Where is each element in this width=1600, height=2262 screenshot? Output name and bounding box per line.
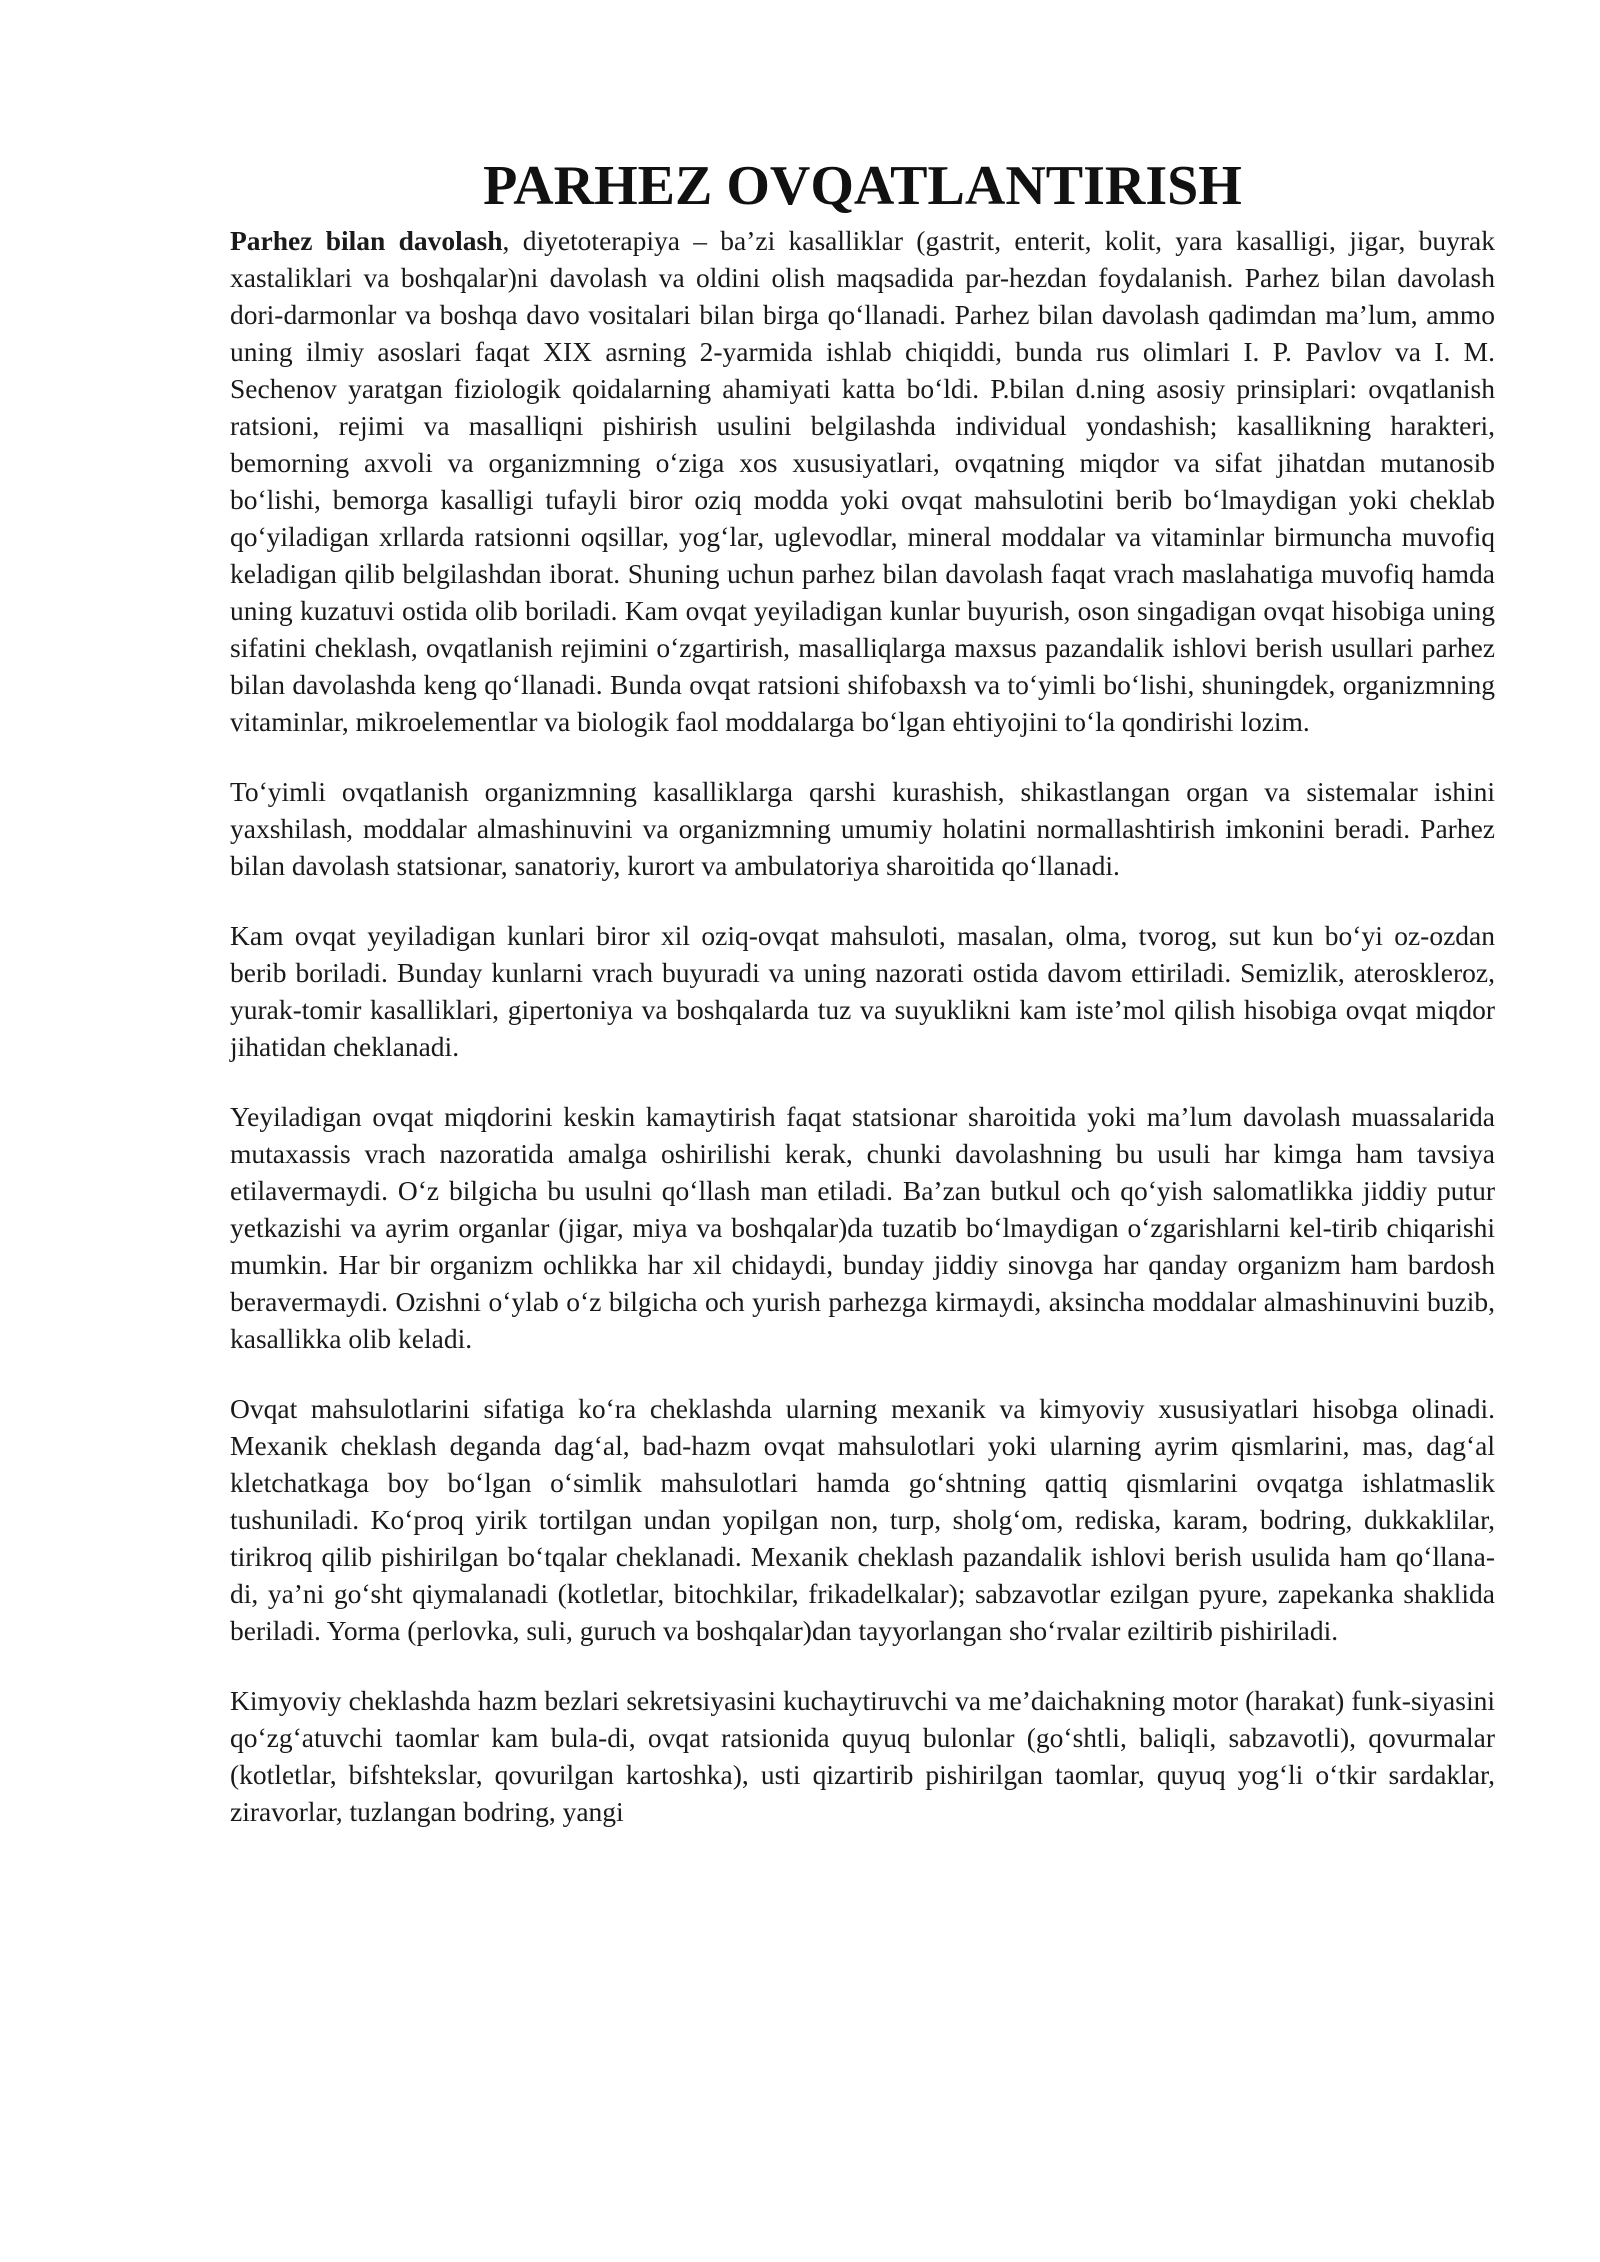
intro-text: , diyetoterapiya – ba’zi kasalliklar (gastrit, enterit, kolit, yara kasalligi, jigar, buyrak xastaliklari va boshqalar)ni davolash va oldini olish maqsadida par-hezdan foydalanish. Parhez bilan davolash dori-darmonlar va boshqa davo vositalari bilan birga qo‘llanadi. Parhez bilan davolash qadimdan ma’lum, ammo uning ilmiy asoslari faqat XIX asrning 2-yarmida ishlab chiqiddi, bunda rus olimlari I. P. Pavlov va I. M. Sechenov yaratgan fiziologik qoidalarning ahamiyati katta bo‘ldi. P.bilan d.ning asosiy prinsiplari: ovqatlanish ratsioni, rejimi va masalliqni pishirish usulini belgilashda individual yondashish; kasallikning harakteri, bemorning axvoli va organizmning o‘ziga xos xususiyatlari, ovqatning miqdor va sifat jihatdan mutanosib bo‘lishi, bemorga kasalligi tufayli biror oziq modda yoki ovqat mahsulotini berib bo‘lmaydigan yoki cheklab qo‘yiladigan xrllarda ratsionni oqsillar, yog‘lar, uglevodlar, mineral moddalar va vitaminlar birmuncha muvofiq keladigan qilib belgilashdan iborat. Shuning uchun parhez bilan davolash faqat vrach maslahatiga muvofiq hamda uning kuzatuvi ostida olib boriladi. Kam ovqat yeyiladigan kunlar buyurish, oson singadigan ovqat hisobiga uning sifatini cheklash, ovqatlanish rejimini o‘zgartirish, masalliqlarga maxsus pazandalik ishlovi berish usullari parhez bilan davolashda keng qo‘llanadi. Bunda ovqat ratsioni shifobaxsh va to‘yimli bo‘lishi, shuningdek, organizmning vitaminlar, mikroelementlar va biologik faol moddalarga bo‘lgan ehtiyojini to‘la qondirishi lozim. bbox=[230, 225, 1495, 737]
lead-term: Parhez bilan davolash bbox=[230, 225, 503, 256]
paragraph-3: Kam ovqat yeyiladigan kunlari biror xil oziq-ovqat mahsuloti, masalan, olma, tvorog, sut kun bo‘yi oz-ozdan berib boriladi. Bunday kunlarni vrach buyuradi va uning nazorati ostida davom ettiriladi. Semizlik, ateroskleroz, yurak-tomir kasalliklari, gipertoniya va boshqalarda tuz va suyuklikni kam iste’mol qilish hisobiga ovqat miqdor jihatidan cheklanadi. bbox=[230, 920, 1495, 1062]
paragraph-2: To‘yimli ovqatlanish organizmning kasalliklarga qarshi kurashish, shikastlangan organ va sistemalar ishini yaxshilash, moddalar almashinuvini va organizmning umumiy holatini normallashtirish imkonini beradi. Parhez bilan davolash statsionar, sanatoriy, kurort va ambulatoriya sharoitida qo‘llanadi. bbox=[230, 776, 1495, 881]
paragraph-6: Kimyoviy cheklashda hazm bezlari sekretsiyasini kuchaytiruvchi va me’daichakning motor (harakat) funk-siyasini qo‘zg‘atuvchi taomlar kam bula-di, ovqat ratsionida quyuq bulonlar (go‘shtli, baliqli, sabzavotli), qovurmalar (kotletlar, bifshtekslar, qovurilgan kartoshka), usti qizartirib pishirilgan taomlar, quyuq yog‘li o‘tkir sardaklar, ziravorlar, tuzlangan bodring, yangi bbox=[230, 1685, 1495, 1827]
paragraph-intro bbox=[230, 222, 1495, 740]
document-title: PARHEZ OVQATLANTIRISH bbox=[483, 155, 1242, 217]
paragraph-4: Yeyiladigan ovqat miqdorini keskin kamaytirish faqat statsionar sharoitida yoki ma’lum davolash muassalarida mutaxassis vrach nazoratida amalga oshirilishi kerak, chunki davolashning bu usuli har kimga ham tavsiya etilavermaydi. O‘z bilgicha bu usulni qo‘llash man etiladi. Ba’zan butkul och qo‘yish salomatlikka jiddiy putur yetkazishi va ayrim organlar (jigar, miya va boshqalar)da tuzatib bo‘lmaydigan o‘zgarishlarni kel-tirib chiqarishi mumkin. Har bir organizm ochlikka har xil chidaydi, bunday jiddiy sinovga har qanday organizm ham bardosh beravermaydi. Ozishni o‘ylab o‘z bilgicha och yurish parhezga kirmaydi, aksincha moddalar almashinuvini buzib, kasallikka olib keladi. bbox=[230, 1101, 1495, 1354]
document-page bbox=[230, 150, 1495, 1830]
paragraph-5: Ovqat mahsulotlarini sifatiga ko‘ra cheklashda ularning mexanik va kimyoviy xususiyatlari hisobga olinadi. Mexanik cheklash deganda dag‘al, bad-hazm ovqat mahsulotlari yoki ularning ayrim qismlarini, mas, dag‘al kletchatkaga boy bo‘lgan o‘simlik mahsulotlari hamda go‘shtning qattiq qismlarini ovqatga ishlatmaslik tushuniladi. Ko‘proq yirik tortilgan undan yopilgan non, turp, sholg‘om, rediska, karam, bodring, dukkaklilar, tirikroq qilib pishirilgan bo‘tqalar cheklanadi. Mexanik cheklash pazandalik ishlovi berish usulida ham qo‘llana-di, ya’ni go‘sht qiymalanadi (kotletlar, bitochkilar, frikadelkalar); sabzavotlar ezilgan pyure, zapekanka shaklida beriladi. Yorma (perlovka, suli, guruch va boshqalar)dan tayyorlangan sho‘rvalar eziltirib pishiriladi. bbox=[230, 1393, 1495, 1646]
